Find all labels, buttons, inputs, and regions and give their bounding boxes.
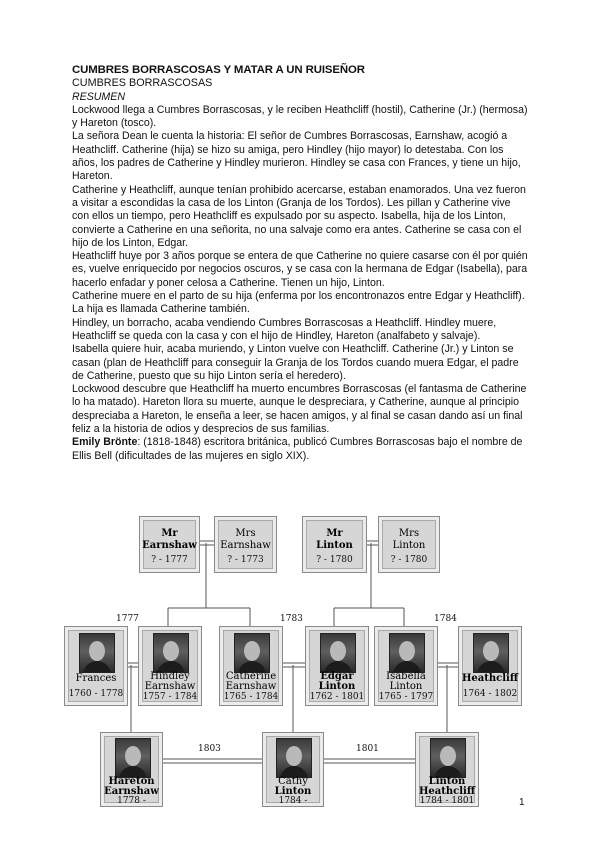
node-name: Heathcliff: [418, 786, 476, 797]
node-name: Hareton: [108, 776, 155, 787]
tree-node-mr-earnshaw: [139, 516, 200, 573]
marriage-year: 1803: [198, 744, 221, 754]
page-number: 1: [519, 797, 525, 808]
paragraph: Hindley, un borracho, acaba vendiendo Cumbres Borrascosas a Heathcliff. Hindley muere, Heathcliff se queda con la casa y con el hijo de Hindley, Hareton (analfabeto y salvaje).: [72, 316, 497, 342]
portrait-icon: [115, 738, 151, 778]
portrait-icon: [473, 633, 509, 673]
document-title: CUMBRES BORRASCOSAS Y MATAR A UN RUISEÑOR: [72, 64, 365, 76]
node-dates: ? - 1780: [316, 555, 353, 565]
marriage-year: 1784: [434, 614, 457, 624]
node-name: Earnshaw: [142, 540, 197, 551]
node-name: Cathy: [278, 776, 308, 787]
document-subtitle: CUMBRES BORRASCOSAS: [72, 77, 213, 90]
paragraph: Heathcliff huye por 3 años porque se entera de que Catherine no quiere casarse con él por quién es, vuelve enriquecido por negocios oscuros, y se casa con la hermana de Edgar (Isabella), para hacerlo enfadar y poner celosa a Catherine. Tienen un hijo, Linton.: [72, 250, 528, 289]
node-name: Earnshaw: [144, 681, 196, 692]
node-name: Edgar: [320, 671, 354, 682]
node-dates: 1778 -: [117, 796, 146, 806]
paragraph: Catherine muere en el parto de su hija (enferma por los encontronazos entre Edgar y Heathcliff). La hija es llamada Catherine también.: [72, 290, 525, 316]
node-name: Linton: [318, 681, 356, 692]
node-dates: 1757 - 1784: [142, 692, 198, 702]
marriage-year: 1777: [116, 614, 139, 624]
node-dates: 1764 - 1802: [462, 689, 518, 699]
node-dates: 1784 -: [278, 796, 308, 806]
node-name: Isabella: [386, 671, 426, 682]
node-name: Heathcliff: [461, 673, 519, 684]
section-label: RESUMEN: [72, 90, 125, 103]
node-name: Catherine: [225, 671, 277, 682]
node-name: Mr: [326, 528, 343, 539]
tree-node-mrs-linton: [378, 516, 440, 573]
tree-node-catherine: [219, 626, 283, 706]
node-dates: 1760 - 1778: [68, 689, 124, 699]
tree-node-mr-linton: [302, 516, 367, 573]
node-name: Linton: [274, 786, 312, 797]
paragraph: Catherine y Heathcliff, aunque tenían prohibido acercarse, estaban enamorados. Una vez fueron a visitar a escondidas la casa de los Linton (Granja de los Tordos). Les pillan y Catherine vive con ellos un tiempo, pero Heathcliff es expulsado por su aspecto. Isabella, hija de los Linton, convierte a Catherine en una señorita, no una salvaje como era antes. Catherine se casa con el hijo de los Linton, Edgar.: [72, 183, 526, 249]
tree-node-frances: [64, 626, 128, 706]
tree-node-edgar: [305, 626, 369, 706]
node-name: Hindley: [150, 671, 190, 682]
node-dates: ? - 1780: [390, 555, 428, 565]
node-dates: ? - 1777: [151, 555, 188, 565]
portrait-icon: [389, 633, 425, 673]
node-dates: 1765 - 1797: [378, 692, 434, 702]
paragraph: Isabella quiere huir, acaba muriendo, y Linton vuelve con Heathcliff. Catherine (Jr.) y Linton se casan (plan de Heathcliff para conseguir la Granja de los Tordos cuando muera Edgar, el padre de Catherine, puesto que su hijo Linton sería el heredero).: [72, 343, 519, 382]
paragraph: Lockwood llega a Cumbres Borrascosas, y le reciben Heathcliff (hostil), Catherine (Jr.) (hermosa) y Hareton (tosco).: [72, 103, 528, 130]
portrait-icon: [153, 633, 189, 673]
author-text: : (1818-1848) escritora británica, publicó Cumbres Borrascosas bajo el nombre de Ellis Bell (dificultades de las mujeres en siglo XIX).: [72, 436, 523, 462]
node-name: Linton: [316, 540, 353, 551]
node-name: Earnshaw: [104, 786, 159, 797]
node-dates: 1784 - 1801: [419, 796, 475, 806]
tree-node-mrs-earnshaw: [214, 516, 277, 573]
marriage-year: 1783: [280, 614, 303, 624]
node-name: Mr: [161, 528, 178, 539]
node-name: Mrs: [398, 528, 420, 539]
node-dates: ? - 1773: [227, 555, 264, 565]
node-name: Mrs: [235, 528, 256, 539]
tree-node-linton-heathcliff: [415, 732, 479, 807]
tree-node-hindley: [138, 626, 202, 706]
portrait-icon: [276, 738, 312, 778]
author-name: Emily Brönte: [72, 436, 138, 449]
node-name: Linton: [389, 681, 423, 692]
portrait-icon: [234, 633, 270, 673]
paragraph: La señora Dean le cuenta la historia: El señor de Cumbres Borrascosas, Earnshaw, acogió a Heathcliff. Catherine (hija) se hizo su amiga, pero Hindley (hijo mayor) lo detestaba. Con los años, los padres de Catherine y Hindley murieron. Hindley se casa con Frances, y tiene un hijo, Hareton.: [72, 130, 521, 183]
marriage-year: 1801: [356, 744, 379, 754]
portrait-icon: [320, 633, 356, 673]
node-name: Earnshaw: [220, 540, 271, 551]
node-name: Linton: [392, 540, 426, 551]
paragraph: Lockwood descubre que Heathcliff ha muerto encumbres Borrascosas (el fantasma de Catherine lo ha matado). Hareton llora su muerte, aunque le despreciara, y Catherine, aunque al principio despreciaba a Hareton, le enseña a leer, se hacen amigos, y al final se casan dando así un final feliz a la historia de odios y desprecios de sus familias.: [72, 383, 527, 436]
tree-node-heathcliff: [458, 626, 522, 706]
portrait-icon: [430, 738, 466, 778]
node-name: Frances: [75, 673, 117, 684]
node-dates: 1762 - 1801: [309, 692, 365, 702]
tree-node-isabella: [374, 626, 438, 706]
tree-node-hareton: [100, 732, 163, 807]
node-name: Earnshaw: [225, 681, 277, 692]
node-name: Linton: [428, 776, 466, 787]
tree-node-cathy: [262, 732, 324, 807]
node-dates: 1765 - 1784: [223, 692, 279, 702]
portrait-icon: [79, 633, 115, 673]
